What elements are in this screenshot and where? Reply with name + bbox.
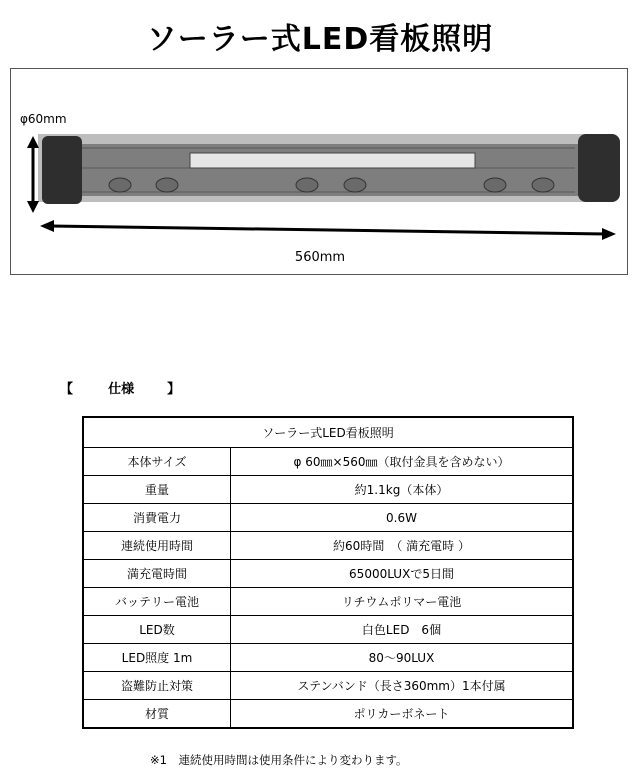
spec-row	[83, 476, 573, 504]
spec-label: LED数	[83, 616, 231, 644]
footnote: ※1 連続使用時間は使用条件により変わります。	[150, 753, 408, 767]
spec-value: 80〜90LUX	[231, 644, 574, 672]
spec-label: 消費電力	[83, 504, 231, 532]
spec-row	[83, 448, 573, 476]
spec-value: 0.6W	[231, 504, 574, 532]
led-bulb	[156, 178, 178, 192]
spec-row	[83, 616, 573, 644]
spec-label: 満充電時間	[83, 560, 231, 588]
spec-label: 本体サイズ	[83, 448, 231, 476]
led-bulb	[344, 178, 366, 192]
spec-heading	[60, 378, 180, 397]
bracket-close: 】	[167, 382, 181, 397]
diameter-arrow	[27, 136, 39, 213]
spec-label: LED照度 1m	[83, 644, 231, 672]
spec-value: φ 60㎜×560㎜（取付金具を含めない）	[231, 448, 574, 476]
spec-value: ポリカーボネート	[231, 700, 574, 729]
spec-row	[83, 700, 573, 729]
spec-label: 盗難防止対策	[83, 672, 231, 700]
spec-value: 約1.1kg（本体）	[231, 476, 574, 504]
spec-label: 材質	[83, 700, 231, 729]
end-cap-right	[578, 134, 620, 202]
end-cap-left	[42, 136, 82, 204]
spec-row	[83, 644, 573, 672]
led-bulb	[532, 178, 554, 192]
spec-value: 白色LED 6個	[231, 616, 574, 644]
led-bulb	[109, 178, 131, 192]
spec-table-caption: ソーラー式LED看板照明	[83, 417, 573, 448]
spec-row	[83, 504, 573, 532]
product-illustration	[10, 68, 628, 275]
led-strip	[190, 153, 475, 168]
diameter-label: φ60mm	[20, 112, 67, 126]
spec-value: リチウムポリマー電池	[231, 588, 574, 616]
spec-label: 連続使用時間	[83, 532, 231, 560]
page-title: ソーラー式LED看板照明	[146, 22, 494, 57]
spec-row	[83, 672, 573, 700]
spec-table	[82, 416, 574, 729]
bracket-open: 【	[60, 382, 74, 397]
spec-heading-text: 仕様	[108, 382, 135, 397]
spec-value: 65000LUXで5日間	[231, 560, 574, 588]
spec-row	[83, 588, 573, 616]
spec-row	[83, 560, 573, 588]
spec-row	[83, 532, 573, 560]
led-bulb	[484, 178, 506, 192]
length-arrow	[40, 220, 616, 240]
spec-value: ステンバンド（長さ360mm）1本付属	[231, 672, 574, 700]
spec-label: 重量	[83, 476, 231, 504]
led-bulb	[296, 178, 318, 192]
spec-value: 約60時間 （ 満充電時 ）	[231, 532, 574, 560]
spec-label: バッテリー電池	[83, 588, 231, 616]
length-label: 560mm	[294, 250, 346, 265]
